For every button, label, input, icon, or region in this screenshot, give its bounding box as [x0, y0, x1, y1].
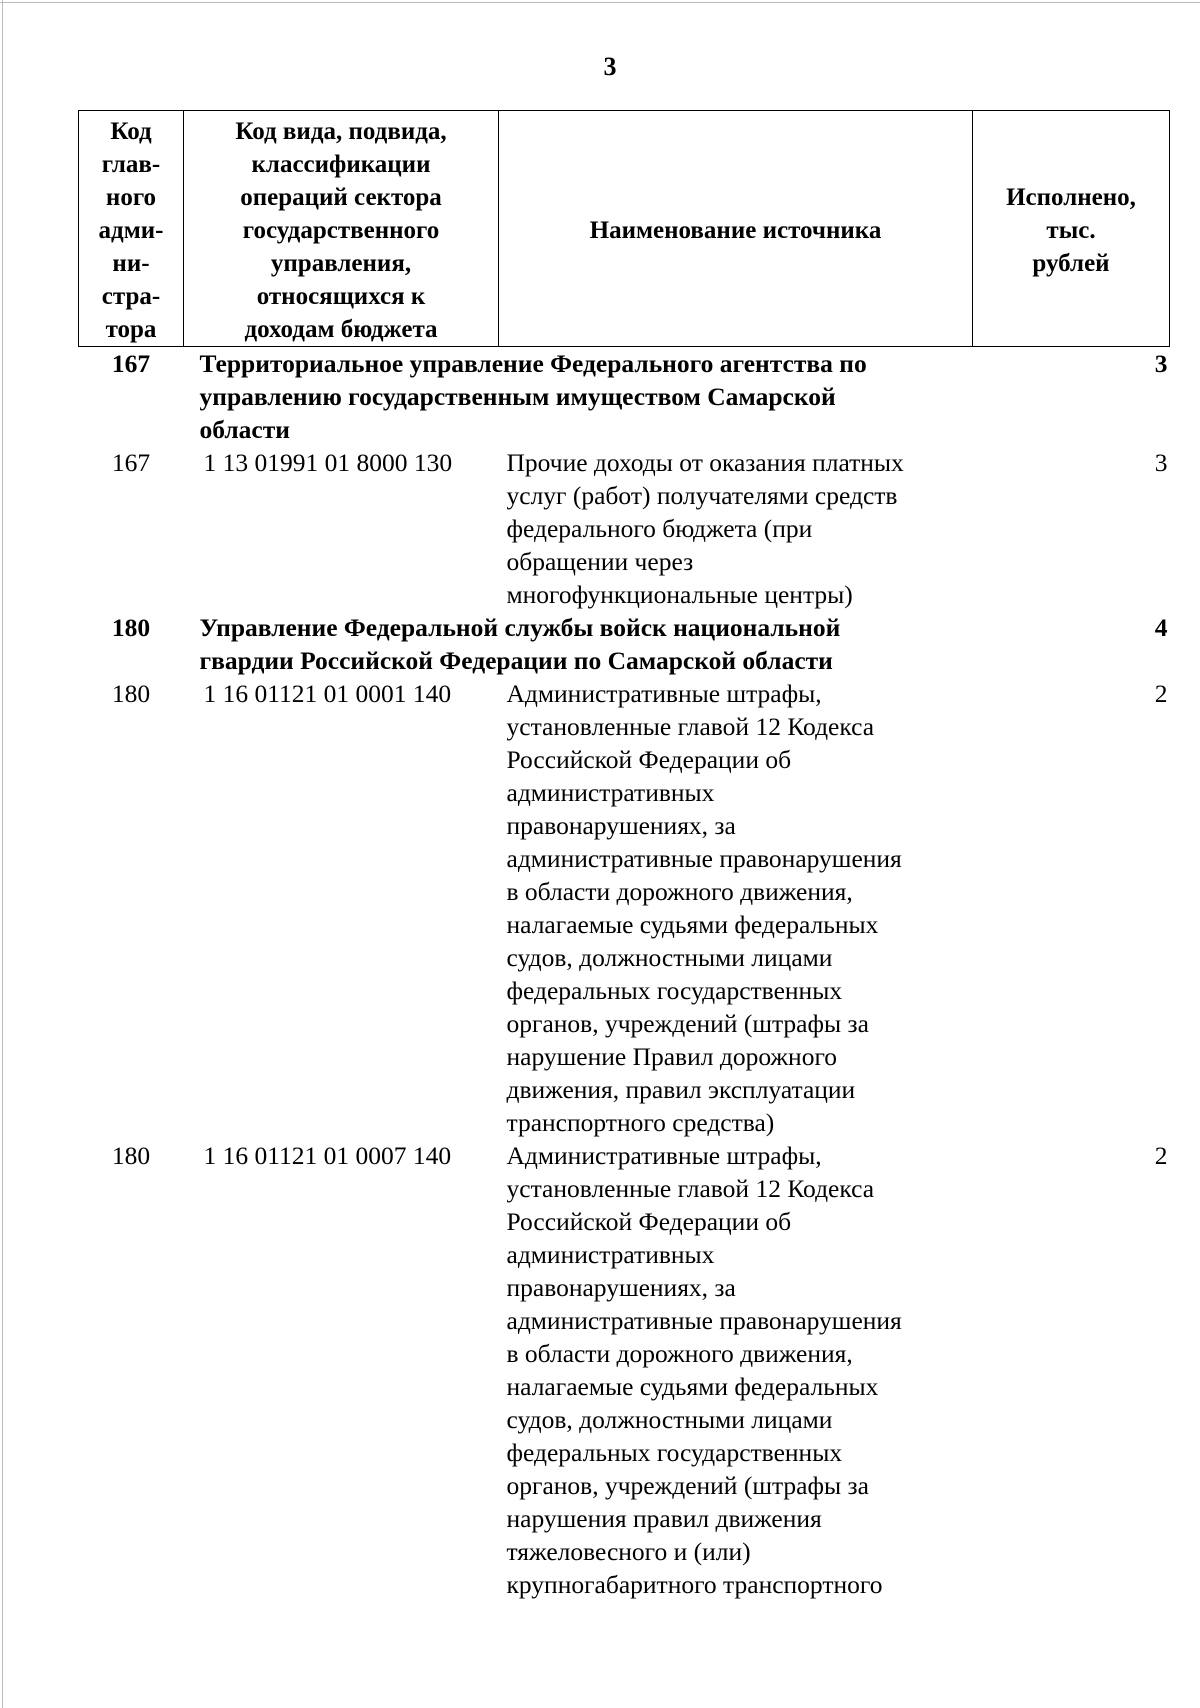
name-line: управлению государственным имуществом Самарской: [199, 382, 836, 411]
cell-code-admin: 167: [111, 448, 151, 477]
cell-code-class: 1 13 01991 01 8000 130: [203, 448, 453, 477]
table-row: [79, 446, 1170, 611]
name-line: тяжеловесного и (или): [506, 1537, 751, 1566]
name-line: Российской Федерации об: [506, 1207, 792, 1236]
table-header: [79, 111, 1170, 347]
name-line: Управление Федеральной службы войск национальной: [199, 613, 841, 642]
name-line: органов, учреждений (штрафы за: [506, 1009, 869, 1038]
name-line: многофункциональные центры): [506, 580, 853, 609]
cell-org-name: [184, 347, 973, 447]
header-line: государственного: [242, 217, 440, 244]
org-row: [79, 611, 1170, 677]
table-row: [79, 677, 1170, 1139]
cell-source-name: [499, 1139, 973, 1601]
cell-amount: 4: [1154, 613, 1168, 642]
header-line: классификации: [251, 151, 431, 178]
name-line: Административные штрафы,: [506, 1141, 822, 1170]
cell-amount: 2: [1154, 679, 1168, 708]
header-line: Код вида, подвида,: [235, 118, 447, 145]
header-line: глав-: [101, 151, 161, 178]
revenue-table: [78, 110, 1170, 1601]
header-line: тора: [105, 316, 157, 343]
header-line: стра-: [101, 283, 161, 310]
header-line: Исполнено,: [1006, 184, 1136, 211]
revenue-table-container: [78, 110, 1169, 1601]
name-line: административных: [506, 778, 715, 807]
name-line: федеральных государственных: [506, 1438, 843, 1467]
cell-code-admin: 180: [111, 1141, 151, 1170]
name-line: судов, должностными лицами: [506, 943, 833, 972]
name-line: федеральных государственных: [506, 976, 843, 1005]
header-line: операций сектора: [240, 184, 442, 211]
header-code-admin: [79, 111, 184, 347]
name-line: Административные штрафы,: [506, 679, 822, 708]
cell-code-admin: 167: [111, 349, 151, 378]
header-row: [79, 111, 1170, 347]
name-line: налагаемые судьями федеральных: [506, 1372, 879, 1401]
name-line: административных: [506, 1240, 715, 1269]
name-line: услуг (работ) получателями средств: [506, 481, 898, 510]
header-line: доходам бюджета: [244, 316, 438, 343]
header-line: адми-: [98, 217, 164, 244]
name-line: движения, правил эксплуатации: [506, 1075, 856, 1104]
header-line: ни-: [112, 250, 150, 277]
name-line: в области дорожного движения,: [506, 1339, 853, 1368]
header-code-class: [184, 111, 499, 347]
name-line: нарушение Правил дорожного: [506, 1042, 838, 1071]
cell-code-admin: 180: [111, 679, 151, 708]
header-line: Код: [110, 118, 152, 145]
cell-code-class: 1 16 01121 01 0001 140: [203, 679, 452, 708]
cell-source-name: [499, 446, 973, 611]
name-line: федерального бюджета (при: [506, 514, 813, 543]
header-line: рублей: [1032, 250, 1110, 277]
cell-org-name: [184, 611, 973, 677]
name-line: административные правонарушения: [506, 844, 902, 873]
cell-source-name: [499, 677, 973, 1139]
cell-amount: 3: [1154, 448, 1168, 477]
table-body: [79, 347, 1170, 1602]
header-line: тыс.: [1046, 217, 1096, 244]
name-line: обращении через: [506, 547, 694, 576]
name-line: гвардии Российской Федерации по Самарской области: [199, 646, 833, 675]
header-line: управления,: [270, 250, 412, 277]
cell-code-admin: 180: [111, 613, 151, 642]
name-line: административные правонарушения: [506, 1306, 902, 1335]
name-line: крупногабаритного транспортного: [506, 1570, 883, 1599]
name-line: правонарушениях, за: [506, 811, 736, 840]
name-line: установленные главой 12 Кодекса: [506, 712, 875, 741]
table-row: [79, 1139, 1170, 1601]
name-line: Прочие доходы от оказания платных: [506, 448, 904, 477]
scan-edge-top: [0, 2, 1200, 3]
name-line: нарушения правил движения: [506, 1504, 822, 1533]
header-line: ного: [105, 184, 157, 211]
name-line: Российской Федерации об: [506, 745, 792, 774]
name-line: в области дорожного движения,: [506, 877, 853, 906]
cell-amount: 3: [1154, 349, 1168, 378]
name-line: налагаемые судьями федеральных: [506, 910, 879, 939]
scan-edge-left: [2, 0, 3, 1708]
name-line: органов, учреждений (штрафы за: [506, 1471, 869, 1500]
name-line: транспортного средства): [506, 1108, 775, 1137]
cell-amount: 2: [1154, 1141, 1168, 1170]
header-executed: [973, 111, 1170, 347]
cell-code-class: 1 16 01121 01 0007 140: [203, 1141, 452, 1170]
header-source-name: Наименование источника: [499, 111, 973, 347]
page-number: 3: [603, 52, 617, 81]
org-row: [79, 347, 1170, 447]
name-line: судов, должностными лицами: [506, 1405, 833, 1434]
name-line: правонарушениях, за: [506, 1273, 736, 1302]
name-line: Территориальное управление Федерального агентства по: [199, 349, 867, 378]
header-line: относящихся к: [256, 283, 426, 310]
name-line: установленные главой 12 Кодекса: [506, 1174, 875, 1203]
name-line: области: [199, 415, 290, 444]
